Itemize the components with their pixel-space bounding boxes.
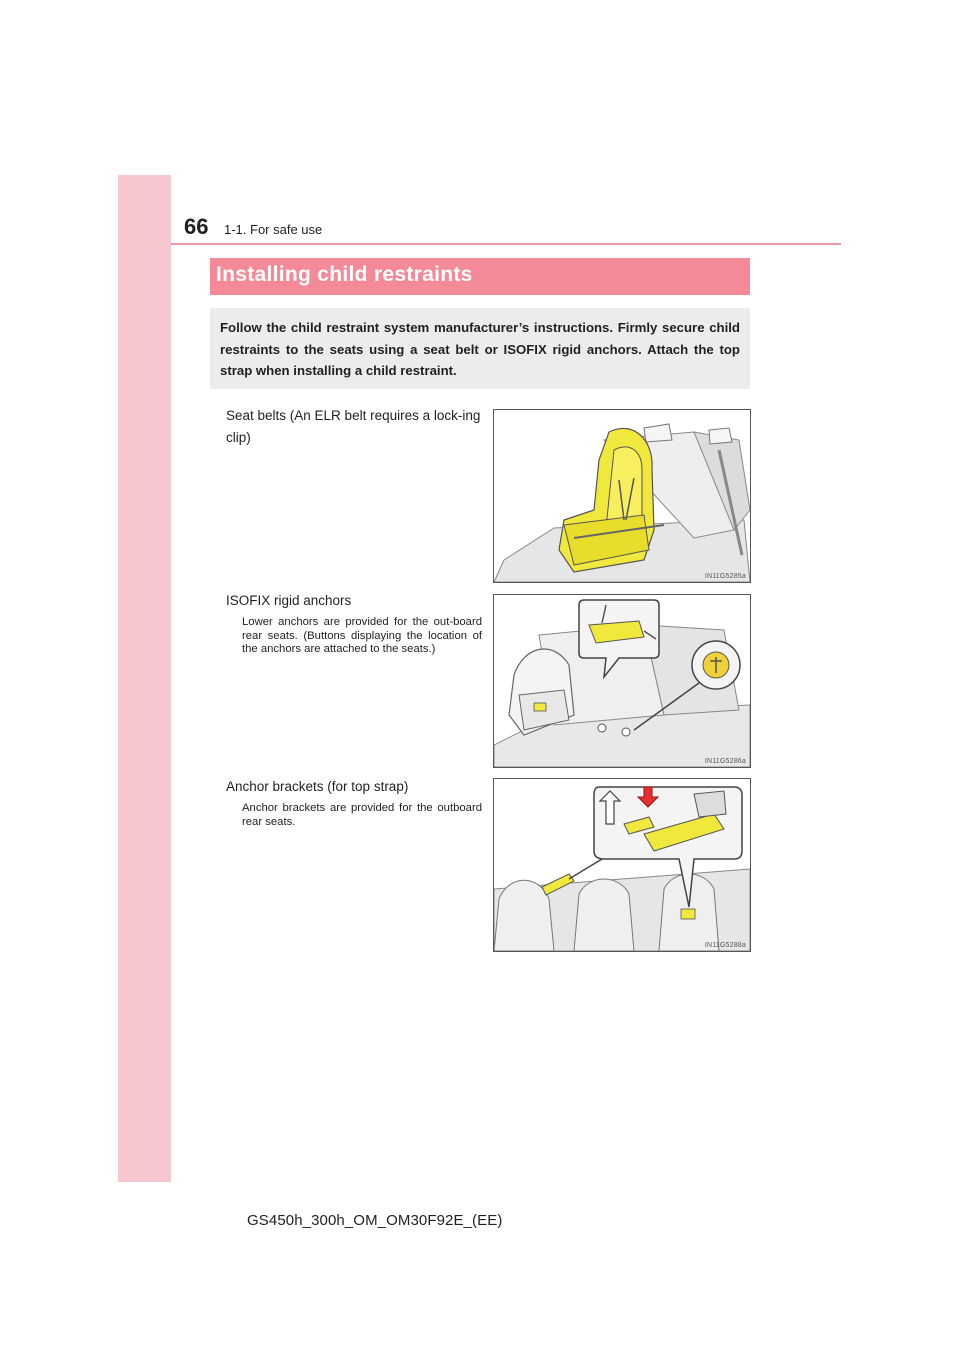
document-footer: GS450h_300h_OM_OM30F92E_(EE) xyxy=(247,1212,503,1229)
seat-belt-illustration xyxy=(494,410,750,582)
item-title: Anchor brackets (for top strap) xyxy=(226,779,409,794)
item-description: Lower anchors are provided for the out-board rear seats. (Buttons displaying the location of the anchors are attached to the seats.) xyxy=(242,616,482,655)
page-number: 66 xyxy=(184,214,209,239)
header-divider xyxy=(171,243,841,245)
figure-seat-belt-child-seat xyxy=(493,409,751,583)
figure-code: IN11G5288a xyxy=(704,942,746,949)
intro-box xyxy=(210,308,750,389)
item-title: ISOFIX rigid anchors xyxy=(226,593,352,608)
figure-code: IN11G5286a xyxy=(704,758,746,765)
anchor-bracket-illustration xyxy=(494,779,750,951)
item-title: Seat belts (An ELR belt requires a lock-ing clip) xyxy=(226,408,481,445)
section-label: 1-1. For safe use xyxy=(224,222,323,237)
sidebar-tab xyxy=(118,175,171,1182)
figure-isofix-anchors xyxy=(493,594,751,768)
item-seat-belts xyxy=(226,405,482,449)
item-isofix xyxy=(226,590,482,657)
figure-code: IN11G5285a xyxy=(704,573,746,580)
item-anchor-brackets xyxy=(226,776,482,829)
figure-anchor-brackets xyxy=(493,778,751,952)
isofix-illustration xyxy=(494,595,750,767)
intro-text: Follow the child restraint system manufacturer’s instructions. Firmly secure child restraints to the seats using a seat belt or ISOFIX rigid anchors. Attach the top strap when installing a child restraint. xyxy=(220,320,740,378)
item-description: Anchor brackets are provided for the outboard rear seats. xyxy=(242,802,482,828)
section-title-bar xyxy=(210,258,750,295)
section-title: Installing child restraints xyxy=(216,263,473,286)
